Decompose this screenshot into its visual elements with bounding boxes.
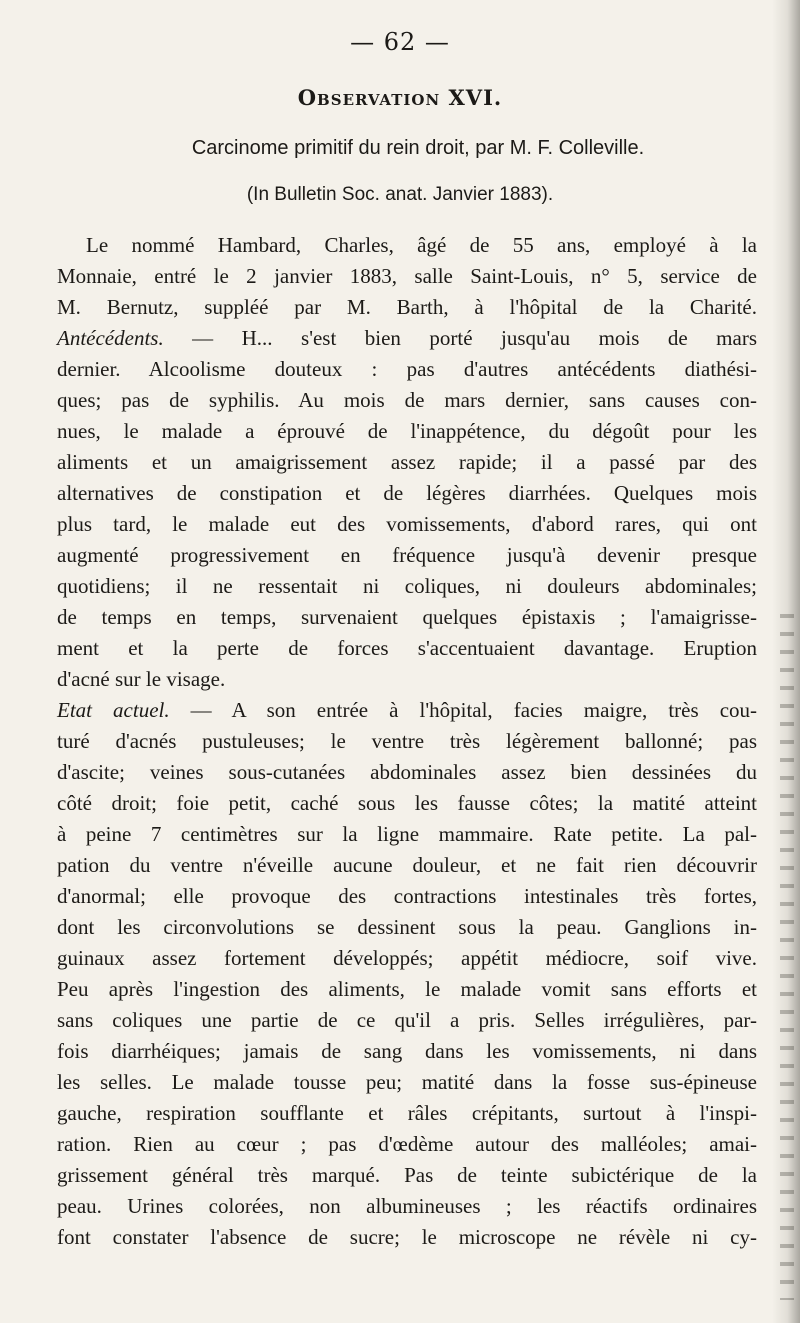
text-line: d'ascite; veines sous-cutanées abdominales assez bien dessinées du — [57, 760, 757, 784]
binding-edge-marks — [780, 600, 794, 1300]
inline-heading-etat-actuel: Etat actuel. — [57, 698, 170, 722]
text-line-with-heading — [57, 695, 757, 726]
observation-title: Observation XVI. — [297, 85, 503, 110]
text-line: dernier. Alcoolisme douteux : pas d'autres antécédents diathési- — [57, 357, 757, 381]
text-line: Peu après l'ingestion des aliments, le malade vomit sans efforts et — [57, 977, 757, 1001]
text-line: peau. Urines colorées, non albumineuses ; les réactifs ordinaires — [57, 1194, 757, 1218]
text-line: fois diarrhéiques; jamais de sang dans les vomissements, ni dans — [57, 1039, 757, 1063]
text-line: augmenté progressivement en fréquence jusqu'à devenir presque — [57, 543, 757, 567]
text-line: plus tard, le malade eut des vomissements, d'abord rares, qui ont — [57, 512, 757, 536]
text-line: turé d'acnés pustuleuses; le ventre très légèrement ballonné; pas — [57, 729, 757, 753]
text-line: font constater l'absence de sucre; le microscope ne révèle ni cy- — [57, 1225, 757, 1249]
text-line: de temps en temps, survenaient quelques épistaxis ; l'amaigrisse- — [57, 605, 757, 629]
text-line: alternatives de constipation et de légères diarrhées. Quelques mois — [57, 481, 757, 505]
text-line: quotidiens; il ne ressentait ni coliques, ni douleurs abdominales; — [57, 574, 757, 598]
text-line: les selles. Le malade tousse peu; matité dans la fosse sus-épineuse — [57, 1070, 757, 1094]
body-text — [57, 230, 757, 1253]
text-line: côté droit; foie petit, caché sous les fausse côtes; la matité atteint — [57, 791, 757, 815]
text-line: grissement général très marqué. Pas de teinte subictérique de la — [57, 1163, 757, 1187]
text-line: M. Bernutz, suppléé par M. Barth, à l'hôpital de la Charité. — [57, 295, 757, 319]
inline-heading-antecedents: Antécédents. — [57, 326, 164, 350]
text-line-with-heading — [57, 323, 757, 354]
text-line: dont les circonvolutions se dessinent sous la peau. Ganglions in- — [57, 915, 757, 939]
text-line: ration. Rien au cœur ; pas d'œdème autour des malléoles; amai- — [57, 1132, 757, 1156]
page-number: — 62 — — [350, 28, 450, 56]
text-line: ment et la perte de forces s'accentuaient davantage. Eruption — [57, 636, 757, 660]
text-line: à peine 7 centimètres sur la ligne mammaire. Rate petite. La pal- — [57, 822, 757, 846]
text-line: aliments et un amaigrissement assez rapide; il a passé par des — [57, 450, 757, 474]
text-line: d'acné sur le visage. — [57, 667, 226, 691]
text-line: Monnaie, entré le 2 janvier 1883, salle Saint-Louis, n° 5, service de — [57, 264, 757, 288]
text-line: ques; pas de syphilis. Au mois de mars dernier, sans causes con- — [57, 388, 757, 412]
observation-source: (In Bulletin Soc. anat. Janvier 1883). — [246, 184, 554, 205]
text-line: pation du ventre n'éveille aucune douleur, et ne fait rien découvrir — [57, 853, 757, 877]
text-line-rest: — A son entrée à l'hôpital, facies maigre, très cou- — [190, 698, 758, 722]
text-line: guinaux assez fortement développés; appétit médiocre, soif vive. — [57, 946, 757, 970]
text-line-rest: — H... s'est bien porté jusqu'au mois de mars — [192, 326, 757, 350]
observation-subtitle: Carcinome primitif du rein droit, par M. F. Colleville. — [191, 137, 645, 159]
text-line: gauche, respiration soufflante et râles crépitants, surtout à l'inspi- — [57, 1101, 757, 1125]
text-line: Le nommé Hambard, Charles, âgé de 55 ans, employé à la — [86, 233, 757, 257]
text-line: nues, le malade a éprouvé de l'inappétence, du dégoût pour les — [57, 419, 757, 443]
text-line: sans coliques une partie de ce qu'il a pris. Selles irrégulières, par- — [57, 1008, 757, 1032]
text-line: d'anormal; elle provoque des contractions intestinales très fortes, — [57, 884, 757, 908]
